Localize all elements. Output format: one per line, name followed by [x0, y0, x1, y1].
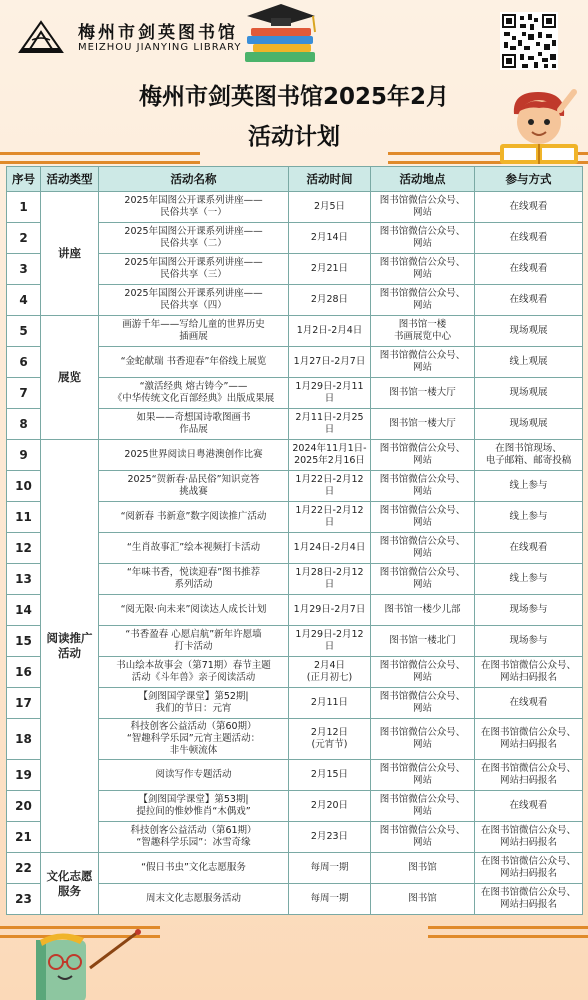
table-row: [7, 440, 583, 471]
cell-participation: 在图书馆微信公众号、 网站扫码报名: [475, 853, 583, 884]
cell-activity-time: 2月14日: [289, 223, 371, 254]
cell-participation: 现场参与: [475, 595, 583, 626]
page-subtitle: 活动计划: [248, 124, 340, 150]
logo-chinese-name: 梅州市剑英图书馆: [78, 23, 238, 43]
cell-participation: 在线观看: [475, 791, 583, 822]
cell-seq: 3: [7, 254, 41, 285]
cell-activity-name: 2025年国图公开课系列讲座—— 民俗共享（三）: [99, 254, 289, 285]
cell-seq: 23: [7, 884, 41, 915]
cell-activity-name: 阅读写作专题活动: [99, 760, 289, 791]
header-place: 活动地点: [371, 167, 475, 192]
header-mode: 参与方式: [475, 167, 583, 192]
cell-participation: 在图书馆现场、 电子邮箱、邮寄投稿: [475, 440, 583, 471]
cell-activity-name: “金蛇献瑞 书香迎春”年俗线上展览: [99, 347, 289, 378]
cell-activity-place: 图书馆微信公众号、 网站: [371, 502, 475, 533]
book-teacher-icon: [10, 928, 150, 1000]
cell-activity-place: 图书馆微信公众号、 网站: [371, 285, 475, 316]
cell-activity-place: 图书馆微信公众号、 网站: [371, 657, 475, 688]
cell-activity-place: 图书馆微信公众号、 网站: [371, 719, 475, 760]
cell-participation: 现场参与: [475, 626, 583, 657]
header-type: 活动类型: [41, 167, 99, 192]
cell-activity-name: 2025年国图公开课系列讲座—— 民俗共享（一）: [99, 192, 289, 223]
cell-activity-time: 2月28日: [289, 285, 371, 316]
cell-activity-time: 2月5日: [289, 192, 371, 223]
cell-activity-name: “生肖故事汇”绘本视频打卡活动: [99, 533, 289, 564]
cell-activity-name: “年味书香，悦读迎春”图书推荐 系列活动: [99, 564, 289, 595]
cell-activity-name: “阅新春 书新意”数字阅读推广活动: [99, 502, 289, 533]
header-seq: 序号: [7, 167, 41, 192]
cell-participation: 在图书馆微信公众号、 网站扫码报名: [475, 719, 583, 760]
cell-activity-place: 图书馆微信公众号、 网站: [371, 440, 475, 471]
cell-activity-time: 1月29日-2月11日: [289, 378, 371, 409]
cell-seq: 10: [7, 471, 41, 502]
cell-activity-place: 图书馆一楼少儿部: [371, 595, 475, 626]
cell-activity-time: 1月22日-2月12日: [289, 502, 371, 533]
cell-participation: 线上参与: [475, 564, 583, 595]
cell-activity-name: “假日书虫”文化志愿服务: [99, 853, 289, 884]
library-logo: [18, 14, 248, 60]
cell-activity-name: 【剑图国学课堂】第52期| 我们的节日：元宵: [99, 688, 289, 719]
cell-participation: 现场观展: [475, 409, 583, 440]
table-row: [7, 853, 583, 884]
cell-seq: 12: [7, 533, 41, 564]
cell-participation: 线上参与: [475, 502, 583, 533]
cell-participation: 在图书馆微信公众号、 网站扫码报名: [475, 760, 583, 791]
cell-activity-time: 1月28日-2月12日: [289, 564, 371, 595]
cell-activity-place: 图书馆一楼大厅: [371, 378, 475, 409]
cell-seq: 6: [7, 347, 41, 378]
cell-category: 展览: [41, 316, 99, 440]
cell-activity-place: 图书馆微信公众号、 网站: [371, 347, 475, 378]
table-row: [7, 192, 583, 223]
cell-activity-name: 2025年国图公开课系列讲座—— 民俗共享（四）: [99, 285, 289, 316]
cell-seq: 8: [7, 409, 41, 440]
cell-seq: 19: [7, 760, 41, 791]
cell-seq: 7: [7, 378, 41, 409]
cell-activity-place: 图书馆: [371, 853, 475, 884]
cell-activity-time: 2月15日: [289, 760, 371, 791]
cell-activity-name: 如果——奇想国诗歌图画书 作品展: [99, 409, 289, 440]
cell-seq: 14: [7, 595, 41, 626]
cell-activity-place: 图书馆微信公众号、 网站: [371, 791, 475, 822]
cell-seq: 17: [7, 688, 41, 719]
cell-participation: 在图书馆微信公众号、 网站扫码报名: [475, 657, 583, 688]
cell-participation: 线上观展: [475, 347, 583, 378]
table-row: [7, 316, 583, 347]
cell-participation: 在线观看: [475, 533, 583, 564]
decor-fret-left: [0, 152, 200, 164]
page-title: 梅州市剑英图书馆2025年2月: [138, 84, 450, 110]
cell-seq: 1: [7, 192, 41, 223]
cell-seq: 22: [7, 853, 41, 884]
cell-activity-place: 图书馆: [371, 884, 475, 915]
cell-category: 讲座: [41, 192, 99, 316]
cell-activity-time: 1月2日-2月4日: [289, 316, 371, 347]
cell-seq: 11: [7, 502, 41, 533]
cell-participation: 在线观看: [475, 285, 583, 316]
cell-activity-place: 图书馆微信公众号、 网站: [371, 254, 475, 285]
cell-participation: 现场观展: [475, 378, 583, 409]
logo-english-name: MEIZHOU JIANYING LIBRARY: [78, 42, 242, 53]
cell-activity-time: 2024年11月1日- 2025年2月16日: [289, 440, 371, 471]
table-body: [7, 192, 583, 915]
graduation-books-icon: [235, 2, 327, 66]
cell-participation: 线上参与: [475, 471, 583, 502]
header-time: 活动时间: [289, 167, 371, 192]
cell-activity-place: 图书馆微信公众号、 网站: [371, 533, 475, 564]
cell-activity-name: 【剑图国学课堂】第53期| 提拉间的惟妙惟肖“木偶戏”: [99, 791, 289, 822]
cell-activity-name: “激活经典 熔古铸今”—— 《中华传统文化百部经典》出版成果展: [99, 378, 289, 409]
cell-activity-place: 图书馆一楼北门: [371, 626, 475, 657]
cell-seq: 15: [7, 626, 41, 657]
cell-activity-time: 1月29日-2月12日: [289, 626, 371, 657]
cell-activity-time: 2月11日: [289, 688, 371, 719]
cell-activity-place: 图书馆微信公众号、 网站: [371, 223, 475, 254]
cell-seq: 21: [7, 822, 41, 853]
cell-participation: 在线观看: [475, 192, 583, 223]
library-logo-icon: [18, 18, 64, 54]
cell-activity-place: 图书馆微信公众号、 网站: [371, 471, 475, 502]
cell-activity-place: 图书馆微信公众号、 网站: [371, 822, 475, 853]
cell-participation: 在图书馆微信公众号、 网站扫码报名: [475, 884, 583, 915]
qr-code-icon[interactable]: [500, 12, 558, 70]
cell-seq: 20: [7, 791, 41, 822]
cell-activity-time: 2月20日: [289, 791, 371, 822]
cell-activity-place: 图书馆一楼大厅: [371, 409, 475, 440]
cell-participation: 现场观展: [475, 316, 583, 347]
header-name: 活动名称: [99, 167, 289, 192]
cell-seq: 2: [7, 223, 41, 254]
cell-activity-name: “书香盈春 心愿启航”新年许愿墙 打卡活动: [99, 626, 289, 657]
cell-activity-time: 2月4日 (正月初七): [289, 657, 371, 688]
cell-activity-place: 图书馆微信公众号、 网站: [371, 564, 475, 595]
cell-activity-name: 科技创客公益活动（第60期） “智趣科学乐园”元宵主题活动： 非牛顿流体: [99, 719, 289, 760]
cell-activity-time: 2月11日-2月25日: [289, 409, 371, 440]
cell-activity-time: 1月29日-2月7日: [289, 595, 371, 626]
cell-category: 阅读推广 活动: [41, 440, 99, 853]
cell-seq: 5: [7, 316, 41, 347]
cell-participation: 在线观看: [475, 254, 583, 285]
cell-activity-name: 书山绘本故事会（第71期）春节主题 活动《斗年兽》亲子阅读活动: [99, 657, 289, 688]
cell-activity-name: 2025年国图公开课系列讲座—— 民俗共享（二）: [99, 223, 289, 254]
cell-activity-time: 每周一期: [289, 884, 371, 915]
cell-activity-name: 周末文化志愿服务活动: [99, 884, 289, 915]
activity-plan-table: [6, 166, 583, 915]
cell-seq: 18: [7, 719, 41, 760]
cell-activity-place: 图书馆微信公众号、 网站: [371, 688, 475, 719]
cell-category: 文化志愿 服务: [41, 853, 99, 915]
cell-seq: 4: [7, 285, 41, 316]
cell-activity-place: 图书馆微信公众号、 网站: [371, 192, 475, 223]
cell-seq: 16: [7, 657, 41, 688]
cell-activity-name: 科技创客公益活动（第61期） “智趣科学乐园”：冰雪奇缘: [99, 822, 289, 853]
cell-participation: 在线观看: [475, 223, 583, 254]
cell-activity-time: 2月12日 (元宵节): [289, 719, 371, 760]
cell-participation: 在线观看: [475, 688, 583, 719]
cell-activity-time: 1月27日-2月7日: [289, 347, 371, 378]
cell-activity-name: 画游千年——写给儿童的世界历史 插画展: [99, 316, 289, 347]
cell-activity-name: 2025世界阅读日粤港澳创作比赛: [99, 440, 289, 471]
cell-activity-time: 1月22日-2月12日: [289, 471, 371, 502]
reading-boy-icon: [494, 86, 584, 168]
cell-activity-place: 图书馆一楼 书画展览中心: [371, 316, 475, 347]
cell-seq: 9: [7, 440, 41, 471]
cell-seq: 13: [7, 564, 41, 595]
cell-activity-name: “阅无限·向未来”阅读达人成长计划: [99, 595, 289, 626]
cell-activity-time: 2月23日: [289, 822, 371, 853]
cell-activity-place: 图书馆微信公众号、 网站: [371, 760, 475, 791]
table-header-row: [7, 167, 583, 192]
cell-activity-name: 2025“贺新春·品民俗”知识竞答 挑战赛: [99, 471, 289, 502]
cell-participation: 在图书馆微信公众号、 网站扫码报名: [475, 822, 583, 853]
cell-activity-time: 2月21日: [289, 254, 371, 285]
cell-activity-time: 1月24日-2月4日: [289, 533, 371, 564]
decor-fret-bottom-right: [428, 926, 588, 938]
cell-activity-time: 每周一期: [289, 853, 371, 884]
